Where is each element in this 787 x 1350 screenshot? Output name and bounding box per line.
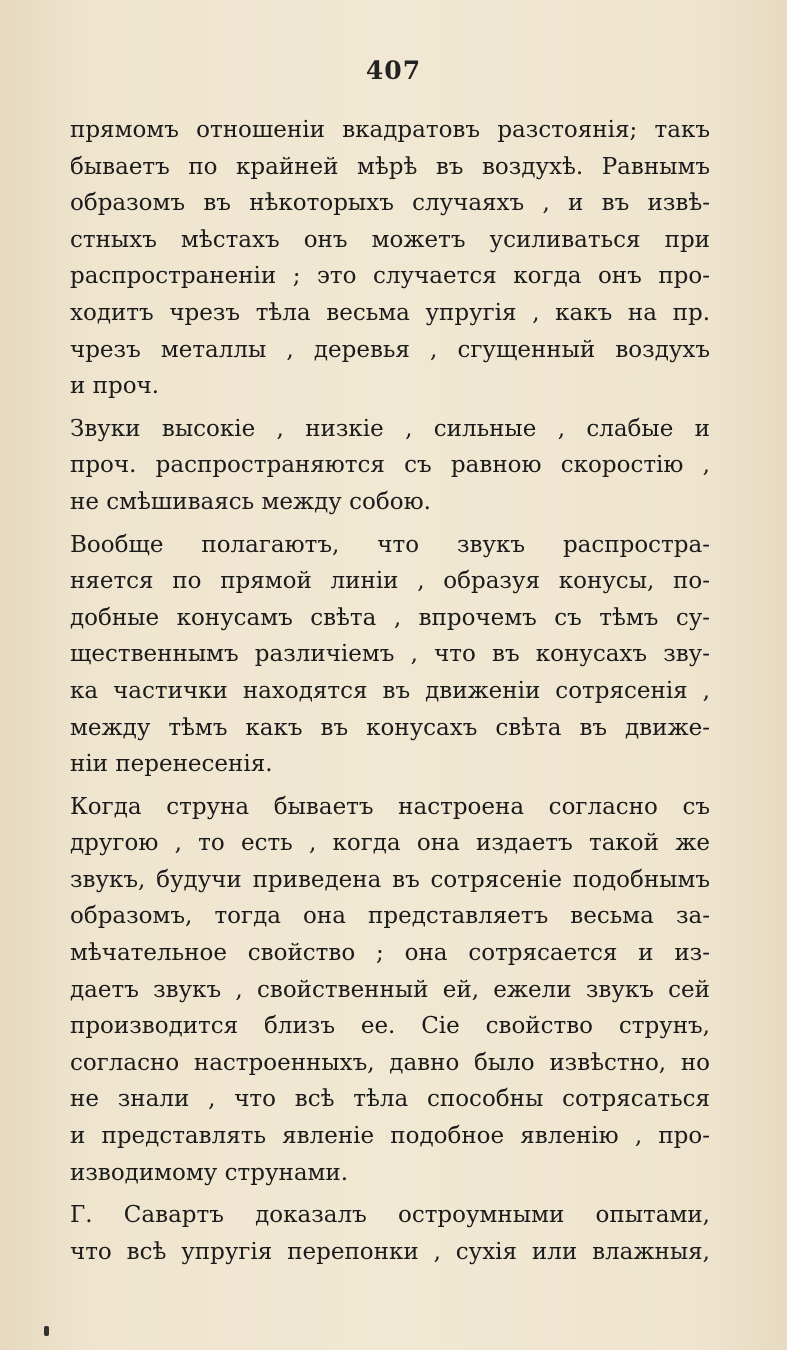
text-line: щественнымъ различіемъ , что въ конусахъ зву- <box>70 641 710 668</box>
text-line: не знали , что всѣ тѣла способны сотрясаться <box>70 1086 710 1113</box>
text-line: Когда струна бываетъ настроена согласно съ <box>70 793 710 820</box>
text-line: образомъ въ нѣкоторыхъ случаяхъ , и въ извѣ- <box>70 190 710 217</box>
text-line: бываетъ по крайней мѣрѣ въ воздухѣ. Равнымъ <box>70 153 710 180</box>
text-line: Звуки высокіе , низкіе , сильные , слабые и <box>70 415 710 442</box>
text-line: мѣчательное свойство ; она сотрясается и из- <box>70 940 710 967</box>
text-line: другою , то есть , когда она издаетъ такой же <box>70 830 710 857</box>
text-line: и проч. <box>70 373 160 400</box>
paragraph <box>70 411 710 521</box>
text-line: между тѣмъ какъ въ конусахъ свѣта въ движе- <box>70 714 710 741</box>
text-line: ка частички находятся въ движеніи сотрясенія , <box>70 677 710 704</box>
paragraph <box>70 112 710 405</box>
page-number: 407 <box>365 56 422 85</box>
text-line: даетъ звукъ , свойственный ей, ежели звукъ сей <box>70 976 710 1003</box>
text-line: производится близъ ее. Сіе свойство струнъ, <box>70 1013 710 1040</box>
text-line: Г. Савартъ доказалъ остроумными опытами, <box>70 1202 710 1229</box>
text-line: ніи перенесенія. <box>70 751 273 778</box>
text-line: няется по прямой линіи , образуя конусы, по- <box>70 568 710 595</box>
text-line: распространеніи ; это случается когда онъ про- <box>70 263 710 290</box>
ink-mark <box>44 1326 49 1336</box>
body-text <box>70 112 710 1270</box>
text-line: что всѣ упругія перепонки , сухія или влажныя, <box>70 1238 710 1265</box>
paragraph <box>70 789 710 1192</box>
text-line: образомъ, тогда она представляетъ весьма за- <box>70 903 710 930</box>
paragraph <box>70 1197 710 1270</box>
text-line: добные конусамъ свѣта , впрочемъ съ тѣмъ су- <box>70 604 710 631</box>
text-line: Вообще полагаютъ, что звукъ распростра- <box>70 531 710 558</box>
text-line: согласно настроенныхъ, давно было извѣстно, но <box>70 1049 710 1076</box>
text-line: не смѣшиваясь между собою. <box>70 488 431 515</box>
text-line: ходитъ чрезъ тѣла весьма упругія , какъ на пр. <box>70 299 710 326</box>
text-line: стныхъ мѣстахъ онъ можетъ усиливаться при <box>70 226 710 253</box>
text-line: чрезъ металлы , деревья , сгущенный воздухъ <box>70 336 710 363</box>
paragraph <box>70 527 710 783</box>
text-line: и представлять явленіе подобное явленію , про- <box>70 1123 710 1150</box>
text-line: звукъ, будучи приведена въ сотрясеніе подобнымъ <box>70 866 710 893</box>
text-line: прямомъ отношеніи вкадратовъ разстоянія; такъ <box>70 117 710 143</box>
text-line: изводимому струнами. <box>70 1159 349 1186</box>
text-line: проч. распространяются съ равною скоростію , <box>70 452 710 479</box>
